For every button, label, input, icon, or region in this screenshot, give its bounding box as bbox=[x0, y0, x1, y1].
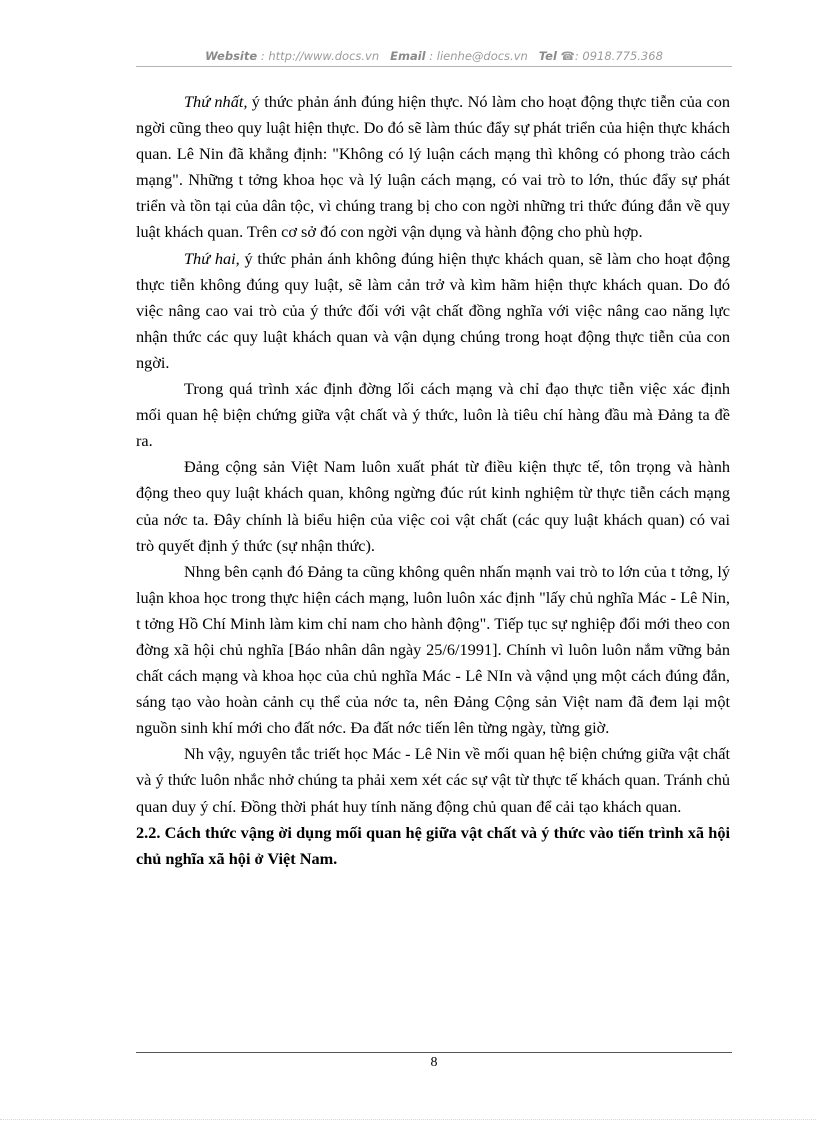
paragraph-1 bbox=[136, 89, 730, 246]
website-label: Website bbox=[205, 49, 258, 63]
email-value: : lienhe@docs.vn bbox=[429, 49, 528, 63]
page-edge-divider bbox=[0, 1119, 816, 1120]
tel-label: Tel bbox=[538, 49, 557, 63]
paragraph-3 bbox=[136, 376, 730, 454]
header-divider bbox=[136, 66, 732, 67]
paragraph-4-text: Đảng cộng sản Việt Nam luôn xuất phát từ điều kiện thực tế, tôn trọng và hành động theo quy luật khách quan, không ngừng đúc rút kinh nghiệm từ thực tiễn cách mạng của nớc ta. Đây chính là biểu hiện của việc coi vật chất (các quy luật khách quan) có vai trò quyết định ý thức (sự nhận thức). bbox=[136, 457, 730, 555]
phone-icon: ☎ bbox=[560, 49, 575, 63]
paragraph-5-text: Nhng bên cạnh đó Đảng ta cũng không quên nhấn mạnh vai trò to lớn của t tởng, lý luận khoa học trong thực hiện cách mạng, luôn luôn xác định "lấy chủ nghĩa Mác - Lê Nin, t tởng Hồ Chí Minh làm kim chỉ nam cho hành động". Tiếp tục sự nghiệp đổi mới theo con đờng xã hội chủ nghĩa [Báo nhân dân ngày 25/6/1991]. Chính vì luôn luôn nắm vững bản chất cách mạng và khoa học của chủ nghĩa Mác - Lê NIn và vậnd ụng một cách đúng đắn, sáng tạo vào hoàn cảnh cụ thể của nớc ta, nên Đảng Cộng sản Việt nam đã đem lại một nguồn sinh khí mới cho đất nớc. Đa đất nớc tiến lên từng ngày, từng giờ. bbox=[136, 561, 730, 738]
section-heading: 2.2. Cách thức vậng ời dụng mối quan hệ giữa vật chất và ý thức vào tiến trình xã hội chủ nghĩa xã hội ở Việt Nam. bbox=[136, 822, 730, 868]
paragraph-1-lead: Thứ nhất, bbox=[184, 92, 248, 111]
paragraph-4 bbox=[136, 454, 730, 558]
paragraph-3-text: Trong quá trình xác định đờng lối cách mạng và chỉ đạo thực tiễn việc xác định mối quan hệ biện chứng giữa vật chất và ý thức, luôn là tiêu chí hàng đầu mà Đảng ta đề ra. bbox=[136, 379, 730, 451]
paragraph-5 bbox=[136, 559, 730, 742]
paragraph-6 bbox=[136, 741, 730, 819]
paragraph-2 bbox=[136, 246, 730, 376]
paragraph-2-text: ý thức phản ánh không đúng hiện thực khách quan, sẽ làm cho hoạt động thực tiễn không đúng quy luật, sẽ làm cản trở và kìm hãm hiện thực khách quan. Do đó việc nâng cao vai trò của ý thức đối với vật chất đồng nghĩa với việc nâng cao năng lực nhận thức các quy luật khách quan và vận dụng chúng trong hoạt động thực tiễn của con ngời. bbox=[136, 248, 731, 372]
email-label: Email bbox=[390, 49, 426, 63]
tel-value: : 0918.775.368 bbox=[574, 49, 663, 63]
document-body bbox=[136, 89, 730, 872]
paragraph-6-text: Nh vậy, nguyên tắc triết học Mác - Lê Nin về mối quan hệ biện chứng giữa vật chất và ý thức luôn nhắc nhở chúng ta phải xem xét các sự vật từ thực tế khách quan. Tránh chủ quan duy ý chí. Đồng thời phát huy tính năng động chủ quan để cải tạo khách quan. bbox=[136, 744, 730, 816]
page-header bbox=[136, 49, 732, 63]
website-value: : http://www.docs.vn bbox=[260, 49, 380, 63]
paragraph-2-lead: Thứ hai, bbox=[184, 248, 240, 268]
page-number: 8 bbox=[430, 1055, 438, 1070]
footer-divider bbox=[136, 1052, 732, 1053]
paragraph-1-text: ý thức phản ánh đúng hiện thực. Nó làm cho hoạt động thực tiễn của con ngời cũng theo quy luật hiện thực. Do đó sẽ làm thúc đẩy sự phát triển của hiện thực khách quan. Lê Nin đã khẳng định: "Không có lý luận cách mạng thì không có phong trào cách mạng". Những t tởng khoa học và lý luận cách mạng, có vai trò to lớn, thúc đẩy sự phát triển và tồn tại của dân tộc, vì chúng trang bị cho con ngời những tri thức đúng đắn về quy luật khách quan. Trên cơ sở đó con ngời vận dụng và hành động cho phù hợp. bbox=[136, 92, 730, 242]
